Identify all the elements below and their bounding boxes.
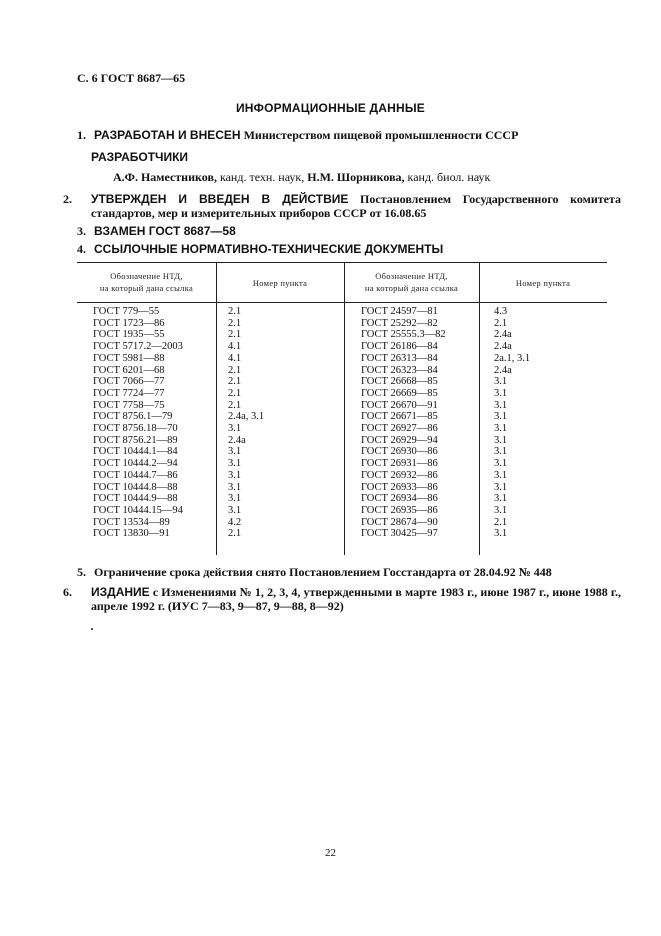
table-cell-point: 3.1 <box>494 434 508 446</box>
table-cell-point: 3.1 <box>494 528 508 540</box>
table-cell-doc: ГОСТ 8756.18—70 <box>93 423 178 435</box>
table-cell-point: 3.1 <box>494 504 508 516</box>
item-text: с Изменениями № 1, 2, 3, 4, утвержденными в марте 1983 г., июне 1987 г., июне 1988 г., апреле 1992 г. (ИУС 7—83, 9—87, 9—88, 8—92) <box>91 585 621 613</box>
developer-degree-1: канд. техн. наук, <box>219 170 305 184</box>
table-cell-doc: ГОСТ 10444.8—88 <box>93 481 178 493</box>
table-cell-point: 2.4а <box>494 329 512 341</box>
table-cell-doc: ГОСТ 1935—55 <box>93 329 165 341</box>
table-cell-point: 2.4а <box>494 364 512 376</box>
table-cell-point: 3.1 <box>494 399 508 411</box>
table-cell-doc: ГОСТ 26671—85 <box>361 411 438 423</box>
speck <box>91 628 93 630</box>
table-col-divider <box>344 262 345 555</box>
item-number: 6. <box>63 585 72 599</box>
item-number: 1. <box>77 128 86 142</box>
page-header: С. 6 ГОСТ 8687—65 <box>77 71 186 85</box>
item-1 <box>77 128 607 142</box>
table-cell-doc: ГОСТ 26927—86 <box>361 423 438 435</box>
developers-heading-text: РАЗРАБОТЧИКИ <box>91 150 189 164</box>
table-cell-point: 3.1 <box>494 458 508 470</box>
table-cell-doc: ГОСТ 26669—85 <box>361 387 438 399</box>
table-cell-point: 4.1 <box>228 352 242 364</box>
table-column-right-points <box>494 306 530 540</box>
table-cell-point: 2.1 <box>494 317 508 329</box>
item-lead: РАЗРАБОТАН И ВНЕСЕН <box>94 128 241 142</box>
table-cell-doc: ГОСТ 26929—94 <box>361 434 438 446</box>
table-cell-doc: ГОСТ 1723—86 <box>93 317 165 329</box>
item-number: 2. <box>63 192 72 206</box>
item-lead: ВЗАМЕН ГОСТ 8687—58 <box>94 224 236 238</box>
table-cell-doc: ГОСТ 10444.1—84 <box>93 446 178 458</box>
item-4 <box>77 242 607 256</box>
table-cell-doc: ГОСТ 26932—86 <box>361 469 438 481</box>
page-number: 22 <box>325 847 336 859</box>
table-cell-point: 2.4а <box>228 434 246 446</box>
table-cell-point: 2.1 <box>228 364 242 376</box>
table-cell-point: 3.1 <box>228 423 242 435</box>
item-number: 4. <box>77 242 86 256</box>
table-cell-point: 3.1 <box>494 423 508 435</box>
item-lead: ССЫЛОЧНЫЕ НОРМАТИВНО-ТЕХНИЧЕСКИЕ ДОКУМЕНТЫ <box>94 242 444 256</box>
item-6 <box>63 585 621 613</box>
table-cell-doc: ГОСТ 25292—82 <box>361 317 438 329</box>
table-cell-point: 2.1 <box>494 516 508 528</box>
table-header-punkt-right: Номер пункта <box>515 278 571 288</box>
table-cell-doc: ГОСТ 7724—77 <box>93 387 165 399</box>
table-cell-point: 3.1 <box>494 376 508 388</box>
table-cell-doc: ГОСТ 26935—86 <box>361 504 438 516</box>
table-header-punkt-left: Номер пункта <box>252 278 308 288</box>
table-cell-point: 3.1 <box>494 493 508 505</box>
table-header-divider <box>77 302 607 303</box>
developer-name-2: Н.М. Шорникова, <box>307 170 405 184</box>
table-cell-point: 2.4а <box>494 341 512 353</box>
table-cell-doc: ГОСТ 779—55 <box>93 306 160 317</box>
table-column-right-docs <box>361 306 446 540</box>
table-header-ntd-left: Обозначение НТД, на который дана ссылка <box>99 271 194 293</box>
table-cell-doc: ГОСТ 8756.21—89 <box>93 434 178 446</box>
table-cell-doc: ГОСТ 26313—84 <box>361 352 438 364</box>
item-text: Министерством пищевой промышленности СССР <box>243 128 519 142</box>
table-col-divider <box>479 262 480 555</box>
developers-heading <box>91 150 621 164</box>
table-cell-doc: ГОСТ 24597—81 <box>361 306 438 317</box>
table-cell-doc: ГОСТ 6201—68 <box>93 364 165 376</box>
table-column-left-docs <box>93 306 183 540</box>
table-cell-point: 3.1 <box>228 458 242 470</box>
section-title: ИНФОРМАЦИОННЫЕ ДАННЫЕ <box>235 101 426 115</box>
item-number: 3. <box>77 224 86 238</box>
table-cell-doc: ГОСТ 26670—91 <box>361 399 438 411</box>
table-cell-doc: ГОСТ 10444.7—86 <box>93 469 178 481</box>
table-cell-doc: ГОСТ 26323—84 <box>361 364 438 376</box>
table-cell-doc: ГОСТ 13534—89 <box>93 516 170 528</box>
table-cell-doc: ГОСТ 26668—85 <box>361 376 438 388</box>
item-lead: УТВЕРЖДЕН И ВВЕДЕН В ДЕЙСТВИЕ <box>91 192 349 206</box>
table-cell-point: 3.1 <box>494 446 508 458</box>
item-2 <box>63 192 622 220</box>
item-3 <box>77 224 607 238</box>
table-cell-doc: ГОСТ 26934—86 <box>361 493 438 505</box>
table-cell-doc: ГОСТ 30425—97 <box>361 528 438 540</box>
table-cell-doc: ГОСТ 26930—86 <box>361 446 438 458</box>
table-header-ntd-right: Обозначение НТД, на который дана ссылка <box>364 271 459 293</box>
table-cell-point: 4.1 <box>228 341 242 353</box>
table-cell-doc: ГОСТ 28674—90 <box>361 516 438 528</box>
table-cell-doc: ГОСТ 7758—75 <box>93 399 165 411</box>
table-cell-doc: ГОСТ 10444.9—88 <box>93 493 178 505</box>
table-cell-point: 3.1 <box>494 411 508 423</box>
table-cell-point: 2.1 <box>228 317 242 329</box>
table-cell-point: 2.1 <box>228 528 242 540</box>
table-cell-point: 2.1 <box>228 329 242 341</box>
table-cell-doc: ГОСТ 5717.2—2003 <box>93 341 183 353</box>
table-cell-doc: ГОСТ 7066—77 <box>93 376 165 388</box>
table-col-divider <box>216 262 217 555</box>
table-cell-point: 4.2 <box>228 516 242 528</box>
table-cell-point: 2а.1, 3.1 <box>494 352 531 364</box>
table-cell-point: 2.4а, 3.1 <box>228 411 265 423</box>
item-number: 5. <box>77 565 86 579</box>
developer-degree-2: канд. биол. наук <box>407 170 491 184</box>
table-cell-point: 3.1 <box>494 387 508 399</box>
item-text: Постановлением Государственного комитета стандартов, мер и измерительных приборов СССР от 16.08.65 <box>91 192 622 220</box>
table-cell-point: 3.1 <box>228 469 242 481</box>
item-5 <box>77 565 607 579</box>
table-cell-doc: ГОСТ 25555.3—82 <box>361 329 446 341</box>
table-cell-point: 2.1 <box>228 387 242 399</box>
table-cell-point: 3.1 <box>494 469 508 481</box>
table-cell-doc: ГОСТ 10444.15—94 <box>93 504 183 516</box>
table-cell-point: 3.1 <box>494 481 508 493</box>
table-cell-doc: ГОСТ 10444.2—94 <box>93 458 178 470</box>
table-column-left-points <box>228 306 264 540</box>
table-cell-doc: ГОСТ 26931—86 <box>361 458 438 470</box>
table-cell-point: 3.1 <box>228 481 242 493</box>
item-lead: ИЗДАНИЕ <box>91 585 150 599</box>
table-cell-doc: ГОСТ 8756.1—79 <box>93 411 173 423</box>
table-cell-doc: ГОСТ 13830—91 <box>93 528 170 540</box>
item-text: Ограничение срока действия снято Постановлением Госстандарта от 28.04.92 № 448 <box>94 565 552 579</box>
table-cell-point: 4.3 <box>494 306 508 317</box>
table-cell-point: 3.1 <box>228 493 242 505</box>
table-cell-doc: ГОСТ 26186—84 <box>361 341 438 353</box>
table-cell-point: 3.1 <box>228 504 242 516</box>
developers-line <box>113 170 490 185</box>
table-cell-point: 2.1 <box>228 399 242 411</box>
developer-name-1: А.Ф. Наместников, <box>113 170 217 184</box>
table-cell-point: 3.1 <box>228 446 242 458</box>
table-cell-point: 2.1 <box>228 306 242 317</box>
table-cell-doc: ГОСТ 5981—88 <box>93 352 165 364</box>
table-cell-doc: ГОСТ 26933—86 <box>361 481 438 493</box>
table-cell-point: 2.1 <box>228 376 242 388</box>
